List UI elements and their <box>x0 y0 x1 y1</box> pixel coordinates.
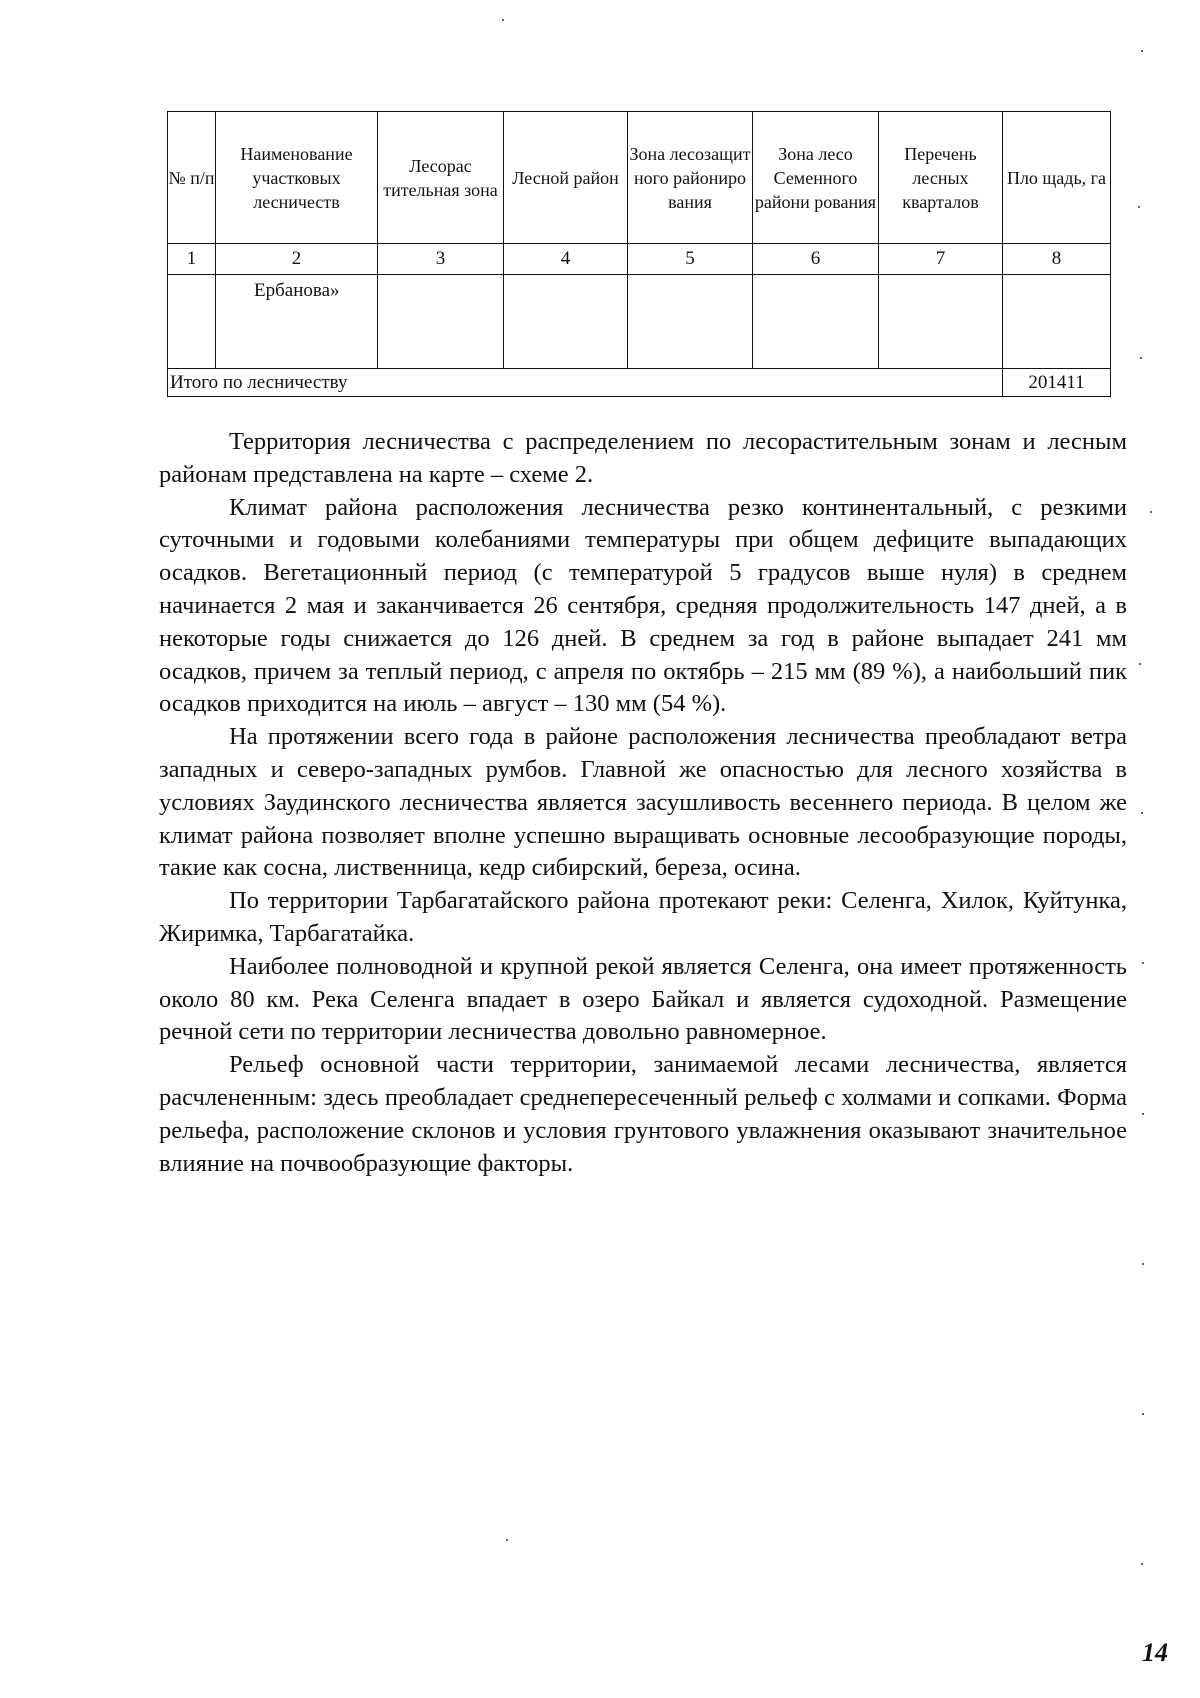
header-cell: Перечень лесных кварталов <box>879 112 1003 244</box>
scan-speck <box>1142 1413 1144 1415</box>
table-cell <box>753 275 879 369</box>
scan-speck <box>1140 357 1142 359</box>
paragraph: По территории Тарбагатайского района протекают реки: Селенга, Хилок, Куйтунка, Жиримка, Тарбагатайка. <box>159 887 1127 947</box>
total-value: 201411 <box>1003 369 1111 397</box>
total-row <box>168 369 1111 397</box>
column-number: 3 <box>378 244 504 275</box>
column-number: 6 <box>753 244 879 275</box>
scan-speck <box>502 19 504 21</box>
scan-speck <box>1141 1563 1143 1565</box>
table-cell <box>879 275 1003 369</box>
header-cell: № п/п <box>168 112 216 244</box>
table-cell <box>378 275 504 369</box>
forestry-name-cell: Ербанова» <box>216 275 378 369</box>
page-number: 14 <box>1142 1638 1168 1667</box>
table-header-row <box>168 112 1111 244</box>
scan-speck <box>1138 206 1140 208</box>
scan-speck <box>506 1539 508 1541</box>
column-number: 8 <box>1003 244 1111 275</box>
body-text <box>159 426 1127 1180</box>
column-number: 7 <box>879 244 1003 275</box>
scan-speck <box>1142 962 1144 964</box>
header-cell: Пло щадь, га <box>1003 112 1111 244</box>
scan-speck <box>1139 663 1141 665</box>
column-number: 2 <box>216 244 378 275</box>
column-number-row <box>168 244 1111 275</box>
paragraph: Наиболее полноводной и крупной рекой является Селенга, она имеет протяженность около 80 км. Река Селенга впадает в озеро Байкал и является судоходной. Размещение речной сети по территории лесничества довольно равномерное. <box>159 952 1127 1046</box>
paragraph: На протяжении всего года в районе расположения лесничества преобладают ветра западных и северо-западных румбов. Главной же опасностью для лесного хозяйства в условиях Заудинского лесничества является засушливость весеннего периода. В целом же климат района позволяет вполне успешно выращивать основные лесообразующие породы, такие как сосна, лиственница, кедр сибирский, береза, осина. <box>159 723 1127 882</box>
paragraph: Климат района расположения лесничества резко континентальный, с резкими суточными и годовыми колебаниями температуры при общем дефиците выпадающих осадков. Вегетационный период (с температурой 5 градусов выше нуля) в среднем начинается 2 мая и заканчивается 26 сентября, средняя продолжительность 147 дней, а в некоторые годы снижается до 126 дней. В среднем за год в районе выпадает 241 мм осадков, причем за теплый период, с апреля по октябрь – 215 мм (89 %), а наибольший пик осадков приходится на июль – август – 130 мм (54 %). <box>159 493 1127 718</box>
table-row <box>168 275 1111 369</box>
header-cell: Лесной район <box>504 112 628 244</box>
column-number: 1 <box>168 244 216 275</box>
scan-speck <box>1142 1263 1144 1265</box>
table-cell <box>628 275 753 369</box>
scan-speck <box>1141 50 1143 52</box>
table-cell <box>1003 275 1111 369</box>
scan-speck <box>1142 1113 1144 1115</box>
header-cell: Зона лесо Семенного райони рования <box>753 112 879 244</box>
paragraph: Рельеф основной части территории, занимаемой лесами лесничества, является расчлененным: здесь преобладает среднепересеченный рельеф с холмами и сопками. Форма рельефа, расположение склонов и условия грунтового увлажнения оказывают значительное влияние на почвообразующие факторы. <box>159 1051 1127 1177</box>
table-cell <box>504 275 628 369</box>
header-cell: Наименование участковых лесничеств <box>216 112 378 244</box>
total-label: Итого по лесничеству <box>168 369 1003 397</box>
scan-speck <box>1141 812 1143 814</box>
table-cell <box>168 275 216 369</box>
header-cell: Лесорас тительная зона <box>378 112 504 244</box>
paragraph: Территория лесничества с распределением по лесорастительным зонам и лесным районам представлена на карте – схеме 2. <box>159 428 1127 488</box>
column-number: 5 <box>628 244 753 275</box>
scan-speck <box>1150 511 1152 513</box>
column-number: 4 <box>504 244 628 275</box>
forestry-table <box>167 111 1111 397</box>
header-cell: Зона лесозащит ного райониро вания <box>628 112 753 244</box>
